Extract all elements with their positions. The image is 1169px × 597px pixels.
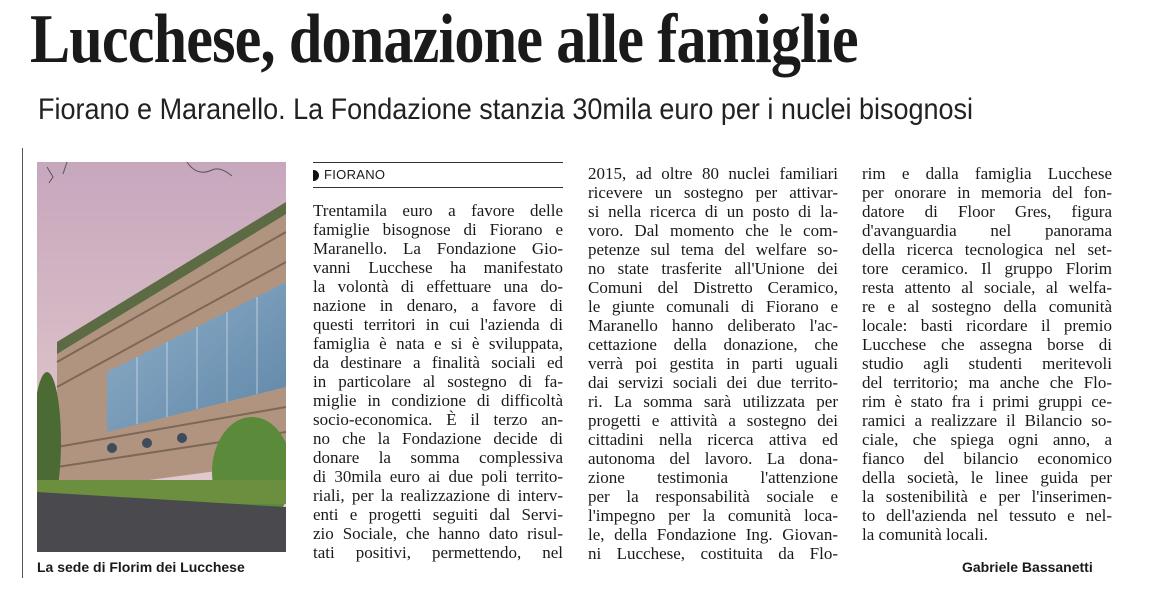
body-line: voro. Dal momento che le com-	[588, 221, 838, 240]
body-line: le, della Fondazione Ing. Giovan-	[588, 525, 838, 544]
body-column-3	[862, 164, 1112, 544]
body-line: famiglie bisognose di Fiorano e	[313, 220, 563, 239]
body-line: zio Sociale, che hanno dato risul-	[313, 524, 563, 543]
body-line: no che la Fondazione decide di	[313, 429, 563, 448]
kicker-bottom-rule	[313, 187, 563, 188]
kicker	[313, 166, 385, 184]
body-line: tati positivi, permettendo, nel	[313, 543, 563, 562]
body-line: della ricerca tecnologica nel set-	[862, 240, 1112, 259]
headline: Lucchese, donazione alle famiglie	[30, 1, 858, 78]
body-line: ri. La somma sarà utilizzata per	[588, 392, 838, 411]
body-line: le giunte comunali di Fiorano e	[588, 297, 838, 316]
kicker-label: FIORANO	[324, 167, 386, 182]
body-line: enti e progetti seguiti dal Servi-	[313, 505, 563, 524]
body-line: progetti e attività a sostegno dei	[588, 411, 838, 430]
body-line: si nella ricerca di un posto di la-	[588, 202, 838, 221]
body-line: petenze sul tema del welfare so-	[588, 240, 838, 259]
body-line: locale: basti ricordare il premio	[862, 316, 1112, 335]
body-line: rim è stato fra i primi gruppi ce-	[862, 392, 1112, 411]
body-line: datore di Floor Gres, figura	[862, 202, 1112, 221]
body-column-2	[588, 164, 838, 563]
body-line: no state trasferite all'Unione dei	[588, 259, 838, 278]
body-line: l'impegno per la comunità loca-	[588, 506, 838, 525]
body-line: da destinare a finalità sociali ed	[313, 353, 563, 372]
body-line: in particolare al sostegno di fa-	[313, 372, 563, 391]
body-line: famiglia è nata e si è sviluppata,	[313, 334, 563, 353]
kicker-top-rule	[313, 162, 563, 163]
body-line: dai servizi sociali dei due territo-	[588, 373, 838, 392]
body-column-1	[313, 201, 563, 562]
body-line: di 30mila euro ai due poli territo-	[313, 467, 563, 486]
body-line: della società, le linee guida per	[862, 468, 1112, 487]
body-line: cettazione della donazione, che	[588, 335, 838, 354]
body-line: to dell'azienda nel tessuto e nel-	[862, 506, 1112, 525]
building-photo	[37, 162, 286, 552]
body-line: Lucchese che assegna borse di	[862, 335, 1112, 354]
body-line: la volontà di effettuare una do-	[313, 277, 563, 296]
body-line: nazione in denaro, a favore di	[313, 296, 563, 315]
byline: Gabriele Bassanetti	[962, 559, 1093, 575]
body-line: la sostenibilità e per l'inserimen-	[862, 487, 1112, 506]
body-line: 2015, ad oltre 80 nuclei familiari	[588, 164, 838, 183]
subtitle: Fiorano e Maranello. La Fondazione stanzia 30mila euro per i nuclei bisognosi	[38, 93, 974, 126]
body-line: resta attento al sociale, al welfa-	[862, 278, 1112, 297]
body-line: riali, per la realizzazione di interv-	[313, 486, 563, 505]
body-line: Comuni del Distretto Ceramico,	[588, 278, 838, 297]
body-line: per onorare in memoria del fon-	[862, 183, 1112, 202]
photo-caption: La sede di Florim dei Lucchese	[37, 559, 245, 575]
body-line: ramici a realizzare il Bilancio so-	[862, 411, 1112, 430]
body-line: ricevere un sostegno per attivar-	[588, 183, 838, 202]
body-line: del territorio; ma anche che Flo-	[862, 373, 1112, 392]
body-line: zione testimonia l'attenzione	[588, 468, 838, 487]
body-line: vanni Lucchese ha manifestato	[313, 258, 563, 277]
body-line: Trentamila euro a favore delle	[313, 201, 563, 220]
page-left-rule	[22, 148, 23, 578]
body-line: miglie in condizione di difficoltà	[313, 391, 563, 410]
body-line: la comunità locali.	[862, 525, 989, 544]
body-line: d'avanguardia nel panorama	[862, 221, 1112, 240]
body-line: cittadini nella ricerca attiva ed	[588, 430, 838, 449]
body-line: verrà poi gestita in parti uguali	[588, 354, 838, 373]
body-line: fianco del bilancio economico	[862, 449, 1112, 468]
body-line: per la responsabilità sociale e	[588, 487, 838, 506]
body-line: Maranello hanno deliberato l'ac-	[588, 316, 838, 335]
body-line: questi territori in cui l'azienda di	[313, 315, 563, 334]
body-line: tore ceramico. Il gruppo Florim	[862, 259, 1112, 278]
body-line: Maranello. La Fondazione Gio-	[313, 239, 563, 258]
body-line: studio agli studenti meritevoli	[862, 354, 1112, 373]
body-line: re e al sostegno della comunità	[862, 297, 1112, 316]
body-line: donare la somma complessiva	[313, 448, 563, 467]
body-line: ni Lucchese, costituita da Flo-	[588, 544, 838, 563]
body-line: ciale, che spiega ogni anno, a	[862, 430, 1112, 449]
kicker-marker-icon	[313, 170, 319, 181]
body-line: socio-economica. È il terzo an-	[313, 410, 563, 429]
body-line: rim e dalla famiglia Lucchese	[862, 164, 1112, 183]
body-line: autonoma del lavoro. La dona-	[588, 449, 838, 468]
